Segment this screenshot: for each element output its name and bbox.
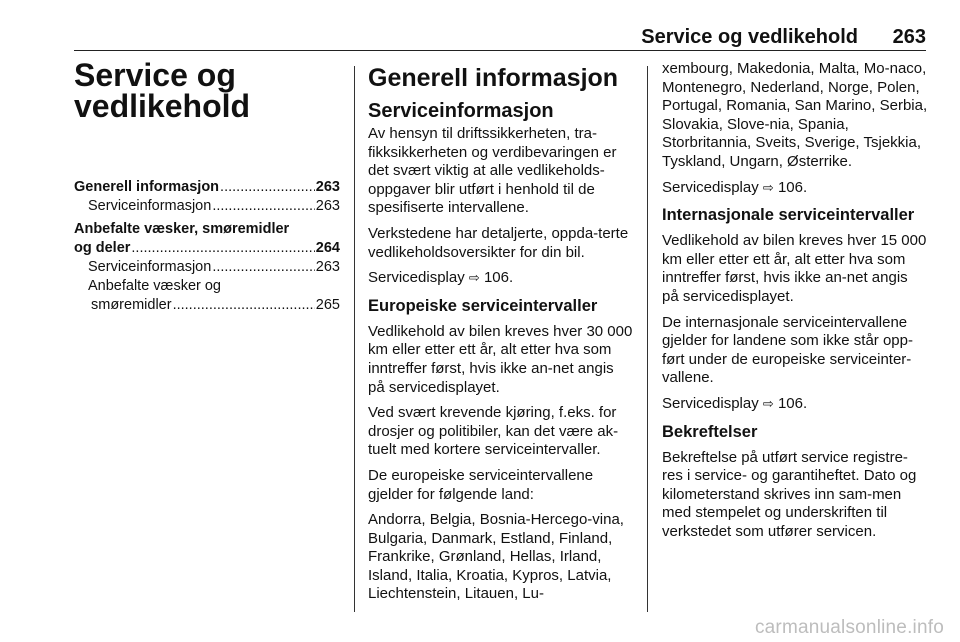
chapter-toc-column bbox=[74, 57, 340, 315]
paragraph: Ved svært krevende kjøring, f.eks. for drosjer og politibiler, kan det være ak-tuelt med kortere serviceintervaller. bbox=[368, 404, 619, 459]
chapter-title-line: vedlikehold bbox=[74, 88, 251, 124]
toc-leader bbox=[212, 258, 314, 277]
chapter-title bbox=[74, 57, 340, 124]
cross-reference[interactable] bbox=[662, 395, 928, 414]
content-column-2 bbox=[368, 60, 634, 611]
toc-leader bbox=[173, 296, 315, 315]
toc-leader bbox=[131, 239, 314, 258]
column-divider bbox=[354, 66, 355, 612]
paragraph: Verkstedene har detaljerte, oppda-terte vedlikeholdsoversikter for din bil. bbox=[368, 224, 629, 261]
column-divider bbox=[647, 66, 648, 612]
reference-page: 106. bbox=[777, 394, 808, 412]
toc-label: Anbefalte væsker, smøremidler bbox=[74, 221, 290, 237]
watermark-text: carmanualsonline.info bbox=[754, 617, 944, 638]
reference-text: Servicedisplay bbox=[662, 394, 759, 412]
topic-heading: Bekreftelser bbox=[662, 422, 758, 441]
reference-page: 106. bbox=[483, 269, 514, 287]
toc-page: 264 bbox=[315, 240, 340, 256]
toc-page: 263 bbox=[315, 179, 340, 195]
paragraph: Vedlikehold av bilen kreves hver 15 000 km eller etter ett år, alt etter hva som inntreffer først, hvis ikke an-net angis på servicedisplayet. bbox=[662, 232, 927, 305]
page-header bbox=[74, 26, 926, 51]
cross-reference[interactable] bbox=[368, 269, 634, 288]
paragraph: Bekreftelse på utført service registre-res i service- og garantiheftet. Dato og kilometerstand skrives inn sam-men med stempelet og underskriften til verkstedet som utfører servicen. bbox=[662, 448, 917, 540]
toc-label: og deler bbox=[74, 240, 131, 256]
toc-leader bbox=[220, 178, 315, 197]
toc-label: Serviceinformasjon bbox=[88, 198, 212, 214]
cross-reference[interactable] bbox=[662, 179, 928, 198]
toc-label: Anbefalte væsker og bbox=[88, 278, 221, 294]
section-title: Service og vedlikehold bbox=[641, 26, 858, 48]
page-number: 263 bbox=[892, 26, 926, 48]
toc-label: Generell informasjon bbox=[74, 179, 220, 195]
toc-entry-anbefalte-vaesker-deler[interactable] bbox=[74, 220, 340, 258]
toc-label: smøremidler bbox=[91, 297, 172, 313]
reference-text: Servicedisplay bbox=[662, 178, 759, 196]
toc-page: 265 bbox=[315, 297, 340, 313]
toc-entry-serviceinformasjon-2[interactable] bbox=[74, 258, 340, 277]
paragraph: De internasjonale serviceintervallene gjelder for landene som ikke står opp-ført under de europeiske serviceinter-vallene. bbox=[662, 313, 913, 387]
paragraph: xembourg, Makedonia, Malta, Mo-naco, Montenegro, Nederland, Norge, Polen, Portugal, Romania, San Marino, Serbia, Slovakia, Slove-nia, Spania, Storbritannia, Sveits, Sverige, Tsjekkia, Tyskland, Ungarn, Østerrike. bbox=[662, 60, 928, 170]
topic-heading: Internasjonale serviceintervaller bbox=[662, 206, 915, 225]
paragraph: De europeiske serviceintervallene gjelder for følgende land: bbox=[368, 466, 594, 503]
toc-entry-generell-informasjon[interactable] bbox=[74, 178, 340, 197]
paragraph: Andorra, Belgia, Bosnia-Hercego-vina, Bulgaria, Danmark, Estland, Finland, Frankrike, Grønland, Hellas, Irland, Island, Italia, Kroatia, Kypros, Latvia, Liechtenstein, Litauen, Lu- bbox=[368, 511, 624, 603]
paragraph: Vedlikehold av bilen kreves hver 30 000 km eller etter ett år, alt etter hva som inntreffer først, hvis ikke an-net angis på servicedisplayet. bbox=[368, 322, 633, 396]
arrow-right-icon: ⇨ bbox=[762, 395, 774, 411]
topic-heading: Europeiske serviceintervaller bbox=[368, 296, 598, 315]
section-heading: Generell informasjon bbox=[368, 64, 619, 92]
subsection-heading: Serviceinformasjon bbox=[368, 100, 554, 122]
chapter-title-line: Service og bbox=[74, 57, 236, 93]
toc-page: 263 bbox=[315, 198, 340, 214]
content-column-3 bbox=[662, 60, 928, 548]
reference-text: Servicedisplay bbox=[368, 269, 465, 287]
reference-page: 106. bbox=[777, 178, 808, 196]
paragraph: Av hensyn til driftssikkerheten, tra-fikksikkerheten og verdibevaringen er det svært viktig at alle vedlikeholds-oppgaver blir utført i henhold til de spesifiserte intervallene. bbox=[368, 125, 617, 217]
toc-page: 263 bbox=[315, 259, 340, 275]
arrow-right-icon: ⇨ bbox=[762, 179, 774, 195]
toc-entry-anbefalte-vaesker-smoremidler[interactable] bbox=[74, 277, 340, 315]
toc-entry-serviceinformasjon[interactable] bbox=[74, 197, 340, 216]
toc-leader bbox=[212, 197, 314, 216]
toc-label: Serviceinformasjon bbox=[88, 259, 212, 275]
arrow-right-icon: ⇨ bbox=[468, 270, 480, 286]
